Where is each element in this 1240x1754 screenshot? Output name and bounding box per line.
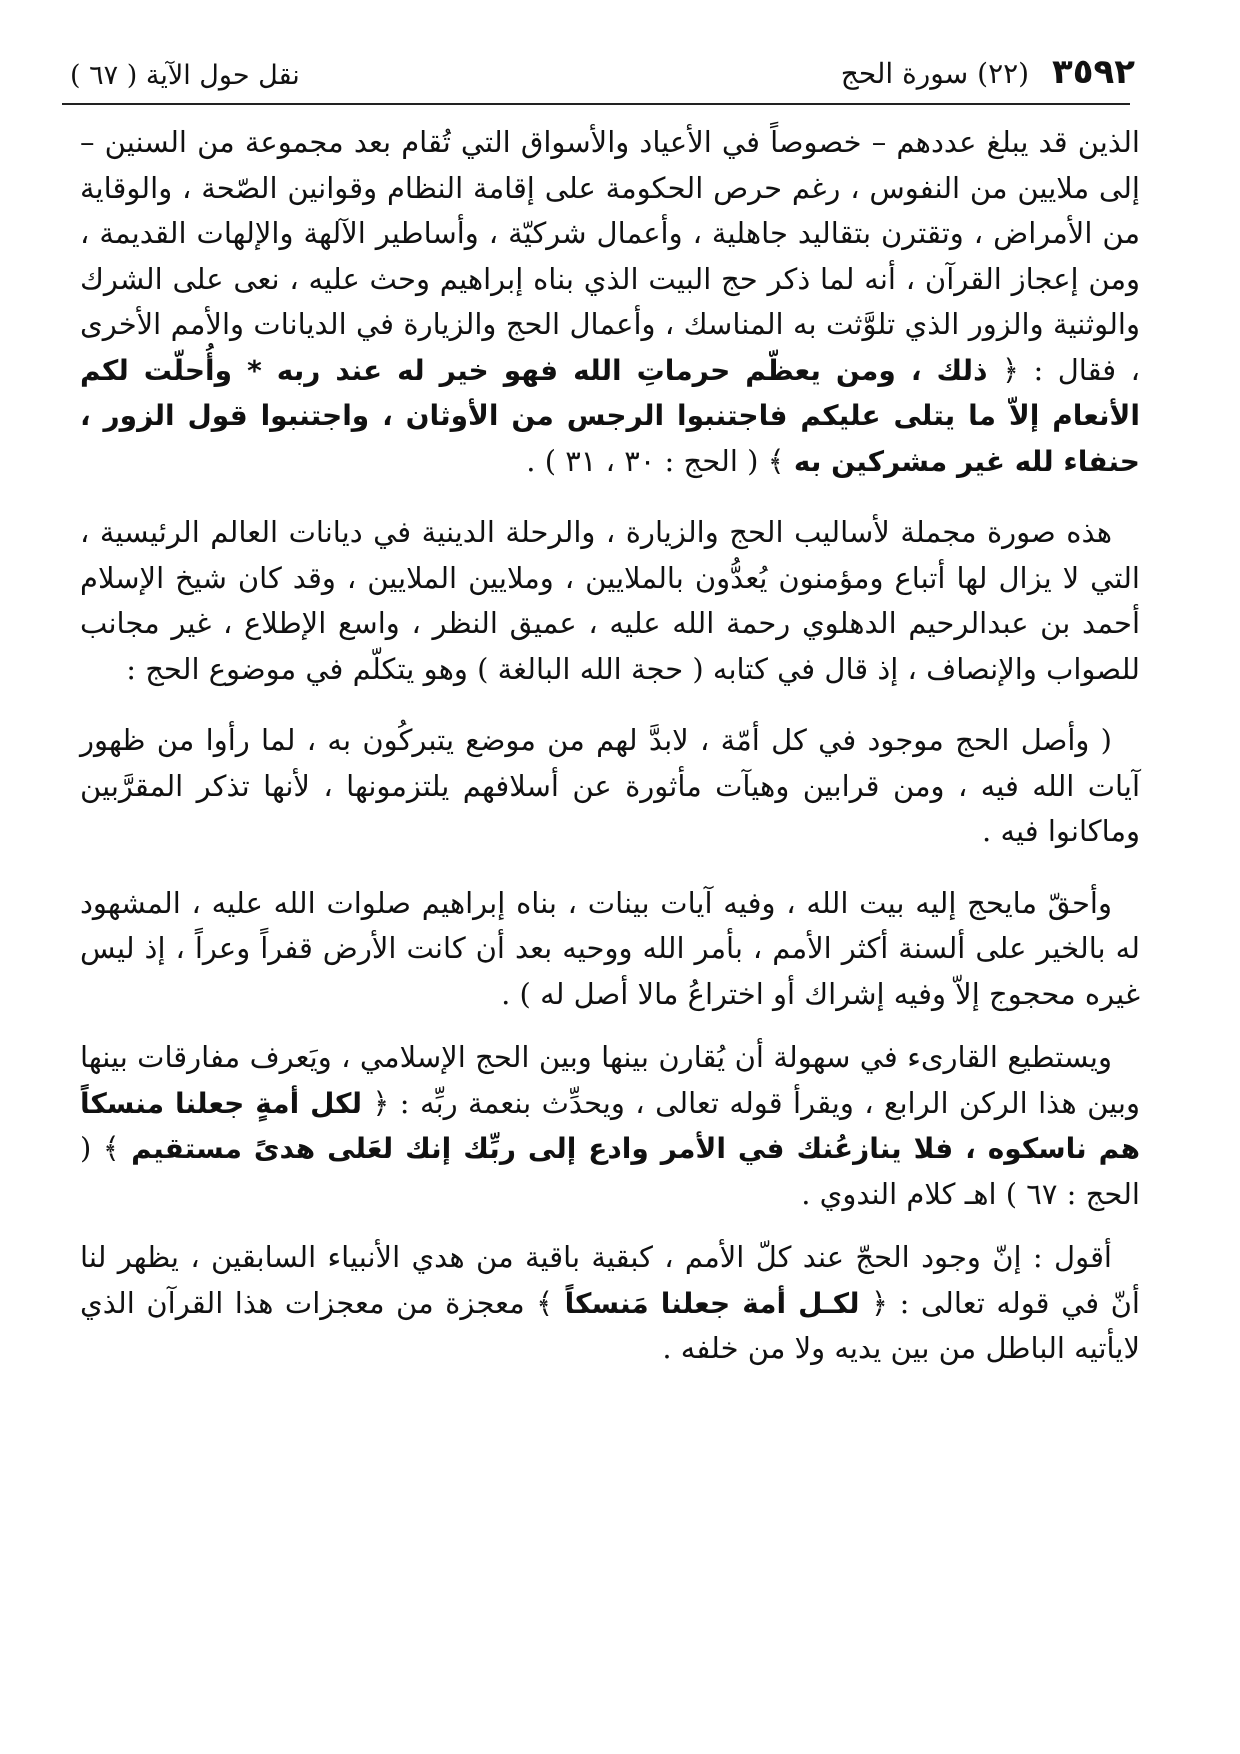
surah-title: (٢٢) سورة الحج xyxy=(840,57,1030,90)
section-title: نقل حول الآية ( ٦٧ ) xyxy=(70,60,300,91)
paragraph xyxy=(80,1035,1140,1217)
text-run: هذه صورة مجملة لأساليب الحج والزيارة ، والرحلة الدينية في ديانات العالم الرئيسية ، التي لا يزال لها أتباع ومؤمنون يُعدُّون بالملايين ، وملايين الملايين ، وقد كان شيخ الإسلام أحمد بن عبدالرحيم الدهلوي رحمة الله عليه ، عميق النظر ، واسع الإطلاع ، غير مجانب للصواب والإنصاف ، إذ قال في كتابه ( حجة الله البالغة ) وهو يتكلّم في موضوع الحج : xyxy=(80,515,1140,686)
paragraph xyxy=(80,1235,1140,1372)
paragraph xyxy=(80,881,1140,1018)
body-text xyxy=(80,120,1140,1372)
page-header xyxy=(70,46,1135,96)
text-run: أقول : إنّ وجود الحجّ عند كلّ الأمم ، كبقية باقية من هدي الأنبياء السابقين ، يظهر لنا أنّ في قوله تعالى : ﴿ xyxy=(80,1240,1140,1320)
text-run: ﴾ ( الحج : ٦٧ ) اهـ كلام الندوي . xyxy=(80,1131,1140,1211)
text-run: وأحقّ مايحج إليه بيت الله ، وفيه آيات بينات ، بناه إبراهيم صلوات الله عليه ، المشهود له بالخير على ألسنة أكثر الأمم ، بأمر الله ووحيه بعد أن كانت الأرض قفراً وعراً ، إذ ليس غيره محجوج إلاّ وفيه إشراك أو اختراعُ مالا أصل له ) . xyxy=(80,885,1140,1011)
text-run: الذين قد يبلغ عددهم – خصوصاً في الأعياد والأسواق التي تُقام بعد مجموعة من السنين – إلى ملايين من النفوس ، رغم حرص الحكومة على إقامة النظام وقوانين الصّحة ، والوقاية من الأمراض ، وتقترن بتقاليد جاهلية ، وأعمال شركيّة ، وأساطير الآلهة والإلهات القديمة ، ومن إعجاز القرآن ، أنه لما ذكر حج البيت الذي بناه إبراهيم وحث عليه ، نعى على الشرك والوثنية والزور الذي تلوَّثت به المناسك ، وأعمال الحج والزيارة في الديانات والأمم الأخرى ، فقال : ﴿ xyxy=(80,125,1141,387)
text-run: ﴾ ( الحج : ٣٠ ، ٣١ ) . xyxy=(526,443,794,478)
text-run: ويستطيع القارىء في سهولة أن يُقارن بينها وبين الحج الإسلامي ، ويَعرف مفارقات بينها وبين هذا الركن الرابع ، ويقرأ قوله تعالى ، ويحدِّث بنعمة ربِّه : ﴿ xyxy=(80,1040,1141,1120)
quran-verse: لكـل أمة جعلنا مَنسكاً xyxy=(564,1286,860,1320)
paragraph xyxy=(80,718,1140,855)
paragraph xyxy=(80,510,1140,692)
quran-verse: لكل أمةٍ جعلنا منسكاً هم ناسكوه ، فلا ينازعُنك في الأمر وادع إلى ربِّك إنك لعَلى هدىً مستقيم xyxy=(80,1086,1140,1165)
text-run: ( وأصل الحج موجود في كل أمّة ، لابدَّ لهم من موضع يتبركُون به ، لما رأوا من ظهور آيات الله فيه ، ومن قرابين وهيآت مأثورة عن أسلافهم يلتزمونها ، لأنها تذكر المقرَّبين وماكانوا فيه . xyxy=(80,723,1140,848)
quran-verse: ذلك ، ومن يعظّم حرماتِ الله فهو خير له عند ربه * وأُحلّت لكم الأنعام إلاّ ما يتلى عليكم فاجتنبوا الرجس من الأوثان ، واجتنبوا قول الزور ، حنفاء لله غير مشركين به xyxy=(80,353,1140,478)
paragraph xyxy=(80,120,1140,484)
header-divider xyxy=(62,103,1130,105)
header-right xyxy=(841,52,1135,92)
page-number: ٣٥٩٢ xyxy=(1051,52,1135,92)
text-run: ﴾ معجزة من معجزات هذا القرآن الذي لايأتيه الباطل من بين يديه ولا من خلفه . xyxy=(80,1285,1140,1365)
